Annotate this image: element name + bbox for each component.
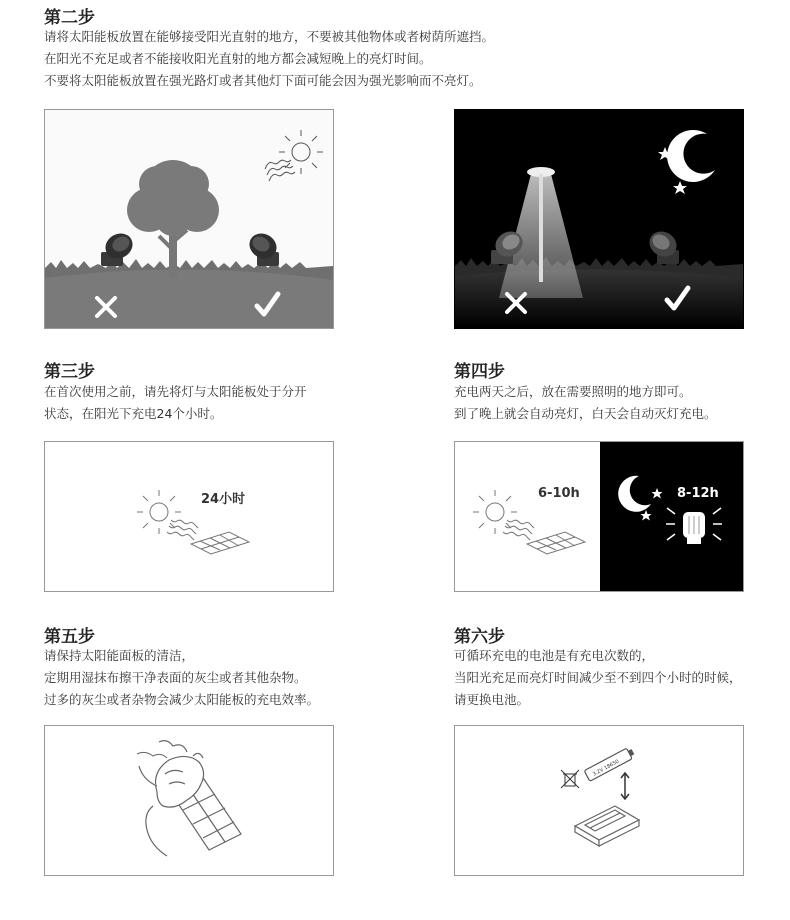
step3-description: [44, 381, 307, 425]
step6-description: [454, 645, 742, 711]
step5-description: [44, 645, 319, 711]
panel-cleaning-illustration: [44, 725, 334, 876]
step6-line: 请更换电池。: [454, 692, 530, 707]
charge-duration-label: 24小时: [201, 492, 246, 507]
step3-line: 状态，在阳光下充电24个小时。: [44, 406, 223, 421]
night-light-duration: 8-12h: [677, 486, 719, 501]
step4-line: 充电两天之后，放在需要照明的地方即可。: [454, 384, 692, 399]
sun-ray-icon: [167, 520, 198, 540]
step6-line: 可循环充电的电池是有充电次数的，: [454, 648, 655, 663]
step2-title: 第二步: [44, 8, 95, 28]
step3-title: 第三步: [44, 362, 95, 382]
step4-title: 第四步: [454, 362, 505, 382]
solar-panel-icon: [191, 532, 249, 554]
nighttime-placement-illustration: [454, 109, 744, 329]
step2-line: 不要将太阳能板放置在强光路灯或者其他灯下面可能会因为强光影响而不亮灯。: [44, 73, 482, 88]
step5-line: 定期用湿抹布擦干净表面的灰尘或者其他杂物。: [44, 670, 307, 685]
battery-holder-icon: [575, 806, 639, 846]
battery-replacement-illustration: [454, 725, 744, 876]
star-icon: [673, 181, 687, 194]
step5-title: 第五步: [44, 627, 95, 647]
sun-icon: [279, 130, 323, 174]
day-charge-duration: 6-10h: [538, 486, 580, 501]
step5-line: 过多的灰尘或者杂物会减少太阳能板的充电效率。: [44, 692, 320, 707]
sun-ray-icon: [503, 520, 534, 540]
step2-line: 请将太阳能板放置在能够接受阳光直射的地方，不要被其他物体或者树荫所遮挡。: [44, 29, 495, 44]
step2-description: [44, 26, 494, 92]
step6-title: 第六步: [454, 627, 505, 647]
sun-ray-icon: [265, 160, 295, 181]
tree-icon: [127, 160, 219, 278]
solar-light-icon: [101, 229, 137, 266]
step4-description: [454, 381, 717, 425]
step3-line: 在首次使用之前，请先将灯与太阳能板处于分开: [44, 384, 307, 399]
up-down-arrow-icon: [621, 773, 629, 799]
step6-line: 当阳光充足而亮灯时间减少至不到四个小时的时候，: [454, 670, 742, 685]
moon-icon: [667, 130, 715, 182]
solar-light-icon: [645, 227, 681, 264]
solar-light-icon: [245, 229, 281, 266]
solar-panel-icon: [527, 532, 585, 554]
daytime-placement-illustration: [44, 109, 334, 329]
step2-line: 在阳光不充足或者不能接收阳光直射的地方都会减短晚上的亮灯时间。: [44, 51, 432, 66]
battery-label: 3.2V 18650: [591, 758, 621, 778]
charging-24h-illustration: [44, 441, 334, 592]
day-night-cycle-illustration: [454, 441, 744, 592]
step5-line: 请保持太阳能面板的清洁，: [44, 648, 195, 663]
no-trash-icon: [561, 770, 579, 788]
step4-line: 到了晚上就会自动亮灯，白天会自动灭灯充电。: [454, 406, 717, 421]
